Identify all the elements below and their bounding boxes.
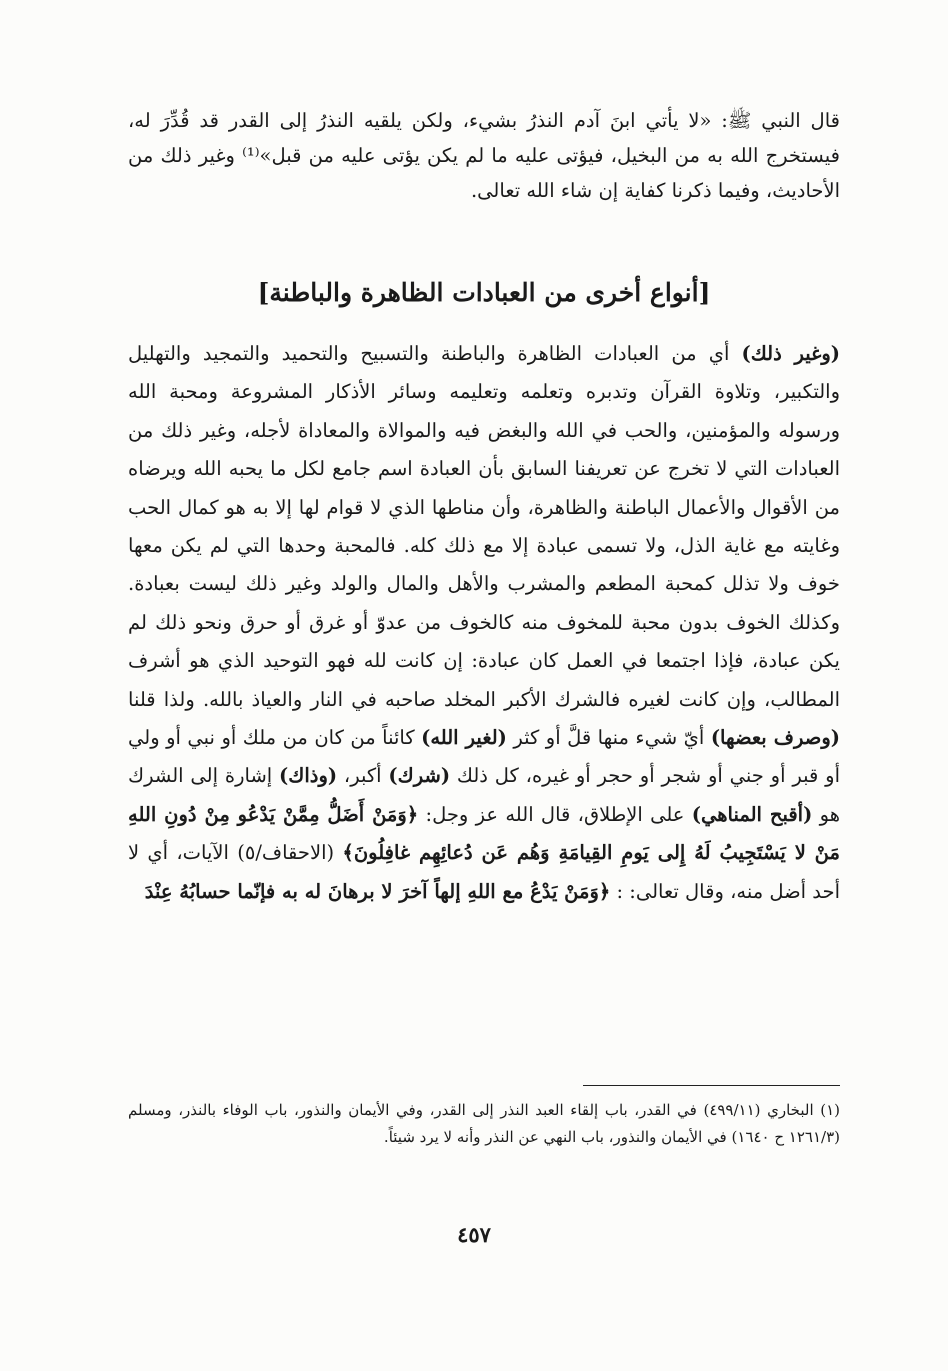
- bold-phrase: (وصرف بعضها): [710, 726, 840, 750]
- section-heading: [أنواع أخرى من العبادات الظاهرة والباطنة]: [257, 278, 711, 307]
- paragraph-worship-types: [128, 335, 840, 911]
- text-run: إشارة إلى الشرك هو: [128, 764, 840, 826]
- text-run: أكبر،: [337, 764, 389, 788]
- text-run: على الإطلاق، قال الله عز وجل:: [418, 802, 692, 826]
- bold-phrase: (لغير الله): [421, 726, 507, 750]
- footnote-separator: [583, 1085, 840, 1086]
- quran-verse: ﴿وَمَنْ يَدْعُ مع اللهِ إلهاً آخرَ لا برهانَ له به فإنّما حسابُهُ عِنْدَ: [144, 879, 611, 903]
- footnote: (١) البخاري (٤٩٩/١١) في القدر، باب إلقاء العبد النذر إلى القدر، وفي الأيمان والنذور، باب الوفاء بالنذر، ومسلم (١٢٦١/٣ ح ١٦٤٠) في الأيمان والنذور، باب النهي عن النذر وأنه لا يرد شيئاً.: [128, 1101, 840, 1146]
- text-run: (الاحقاف/٥) الآيات، أي لا أحد أضل منه، وقال تعالى: :: [128, 841, 840, 903]
- bold-phrase: (وغير ذلك): [741, 342, 840, 365]
- text-run: أيّ شيء منها قلَّ أو كثر: [506, 726, 711, 750]
- quran-verse: ﴿وَمَنْ أَضَلُّ مِمَّنْ يَدْعُو مِنْ دُونِ اللهِ مَنْ لا يَسْتَجِيبُ لَهُ إِلى يَومِ القِيامَةِ وَهُم عَن دُعائِهِم غافِلُونَ﴾: [128, 802, 840, 865]
- text-run: كائناً من كان من ملك أو نبي أو ولي أو قبر أو جني أو شجر أو حجر أو غيره، كل ذلك: [128, 726, 840, 788]
- text-run: أي من العبادات الظاهرة والباطنة والتسبيح والتحميد والتمجيد والتهليل والتكبير، وتلاوة القرآن وتدبره وتعلمه وتعليمه وسائر الأذكار المشروعة ومحبة الله ورسوله والمؤمنين، والحب في الله والبغض فيه والموالاة والمعاداة لأجله، وغير ذلك من العبادات التي لا تخرج عن تعريفنا السابق بأن العبادة اسم جامع لكل ما يحبه الله ويرضاه من الأقوال والأعمال الباطنة والظاهرة، وأن مناطها الذي لا قوام لها إلا به هو كمال الحب وغايته مع غاية الذل، ولا تسمى عبادة إلا مع ذلك كله. فالمحبة وحدها التي لم يكن معها خوف ولا تذلل كمحبة المطعم والمشرب والأهل والمال والولد وغير ذلك ليست بعبادة. وكذلك الخوف بدون محبة للمخوف منه كالخوف من عدوّ أو غرق أو حرق ونحو ذلك لم يكن عبادة، فإذا اجتمعا في العمل كان عبادة: إن كانت لله فهو التوحيد الذي هو أشرف المطالب، وإن كانت لغيره فالشرك الأكبر المخلد صاحبه في النار والعياذ بالله. ولذا قلنا: [128, 342, 840, 711]
- paragraph-hadith: قال النبي ﷺ: «لا يأتي ابنَ آدم النذرُ بشيء، ولكن يلقيه النذرُ إلى القدر قد قُدِّرَ له، فيستخرج الله به من البخيل، فيؤتى عليه ما لم يكن يؤتى عليه من قبل»⁽¹⁾ وغير ذلك من الأحاديث، وفيما ذكرنا كفاية إن شاء الله تعالى.: [128, 109, 840, 202]
- bold-phrase: (وذاك): [279, 764, 338, 788]
- bold-phrase: (شرك): [388, 764, 451, 788]
- bold-phrase: (أقبح المناهي): [691, 802, 813, 826]
- page-number: ٤٥٧: [457, 1222, 491, 1247]
